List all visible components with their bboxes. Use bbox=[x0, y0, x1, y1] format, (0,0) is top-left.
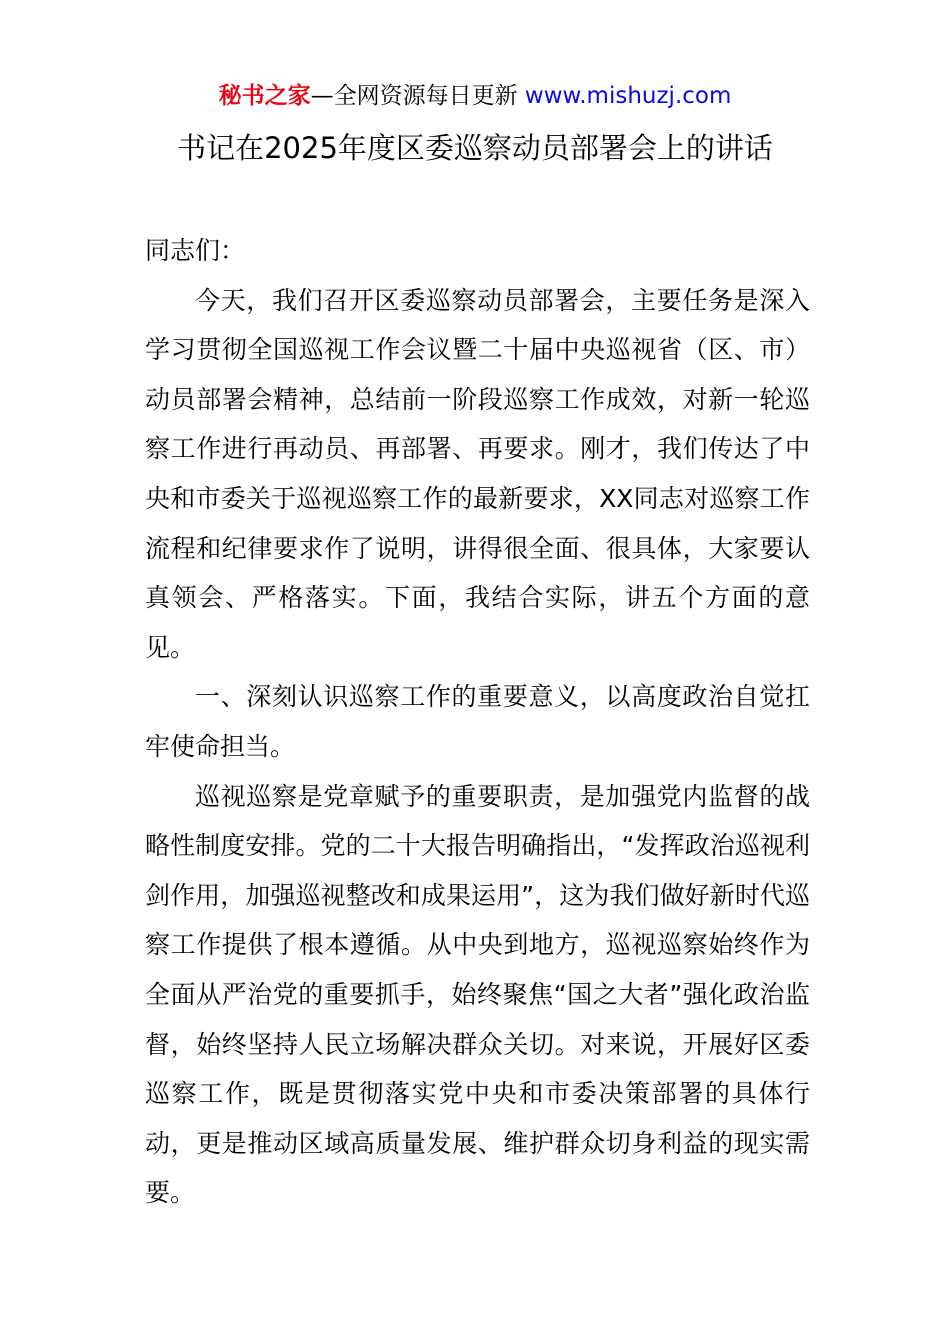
document-body bbox=[145, 226, 810, 1218]
site-url-link[interactable]: www.mishuzj.com bbox=[524, 83, 732, 109]
paragraph-intro: 今天，我们召开区委巡察动员部署会，主要任务是深入学习贯彻全国巡视工作会议暨二十届中央巡视省（区、市）动员部署会精神，总结前一阶段巡察工作成效，对新一轮巡察工作进行再动员、再部署、再要求。刚才，我们传达了中央和市委关于巡视巡察工作的最新要求，XX同志对巡察工作流程和纪律要求作了说明，讲得很全面、很具体，大家要认真领会、严格落实。下面，我结合实际，讲五个方面的意见。 bbox=[145, 285, 810, 662]
paragraph-section-1: 巡视巡察是党章赋予的重要职责，是加强党内监督的战略性制度安排。党的二十大报告明确指出，“发挥政治巡视利剑作用，加强巡视整改和成果运用”，这为我们做好新时代巡察工作提供了根本遵循。从中央到地方，巡视巡察始终作为全面从严治党的重要抓手，始终聚焦“国之大者”强化政治监督，始终坚持人民立场解决群众关切。对来说，开展好区委巡察工作，既是贯彻落实党中央和市委决策部署的具体行动，更是推动区域高质量发展、维护群众切身利益的现实需要。 bbox=[145, 781, 810, 1208]
section-heading-1: 一、深刻认识巡察工作的重要意义，以高度政治自觉扛牢使命担当。 bbox=[145, 682, 810, 761]
site-header bbox=[0, 80, 950, 112]
salutation: 同志们： bbox=[145, 236, 246, 265]
brand-name: 秘书之家 bbox=[218, 83, 311, 109]
header-tagline: —全网资源每日更新 bbox=[310, 83, 525, 109]
document-title: 书记在2025年度区委巡察动员部署会上的讲话 bbox=[177, 131, 773, 165]
